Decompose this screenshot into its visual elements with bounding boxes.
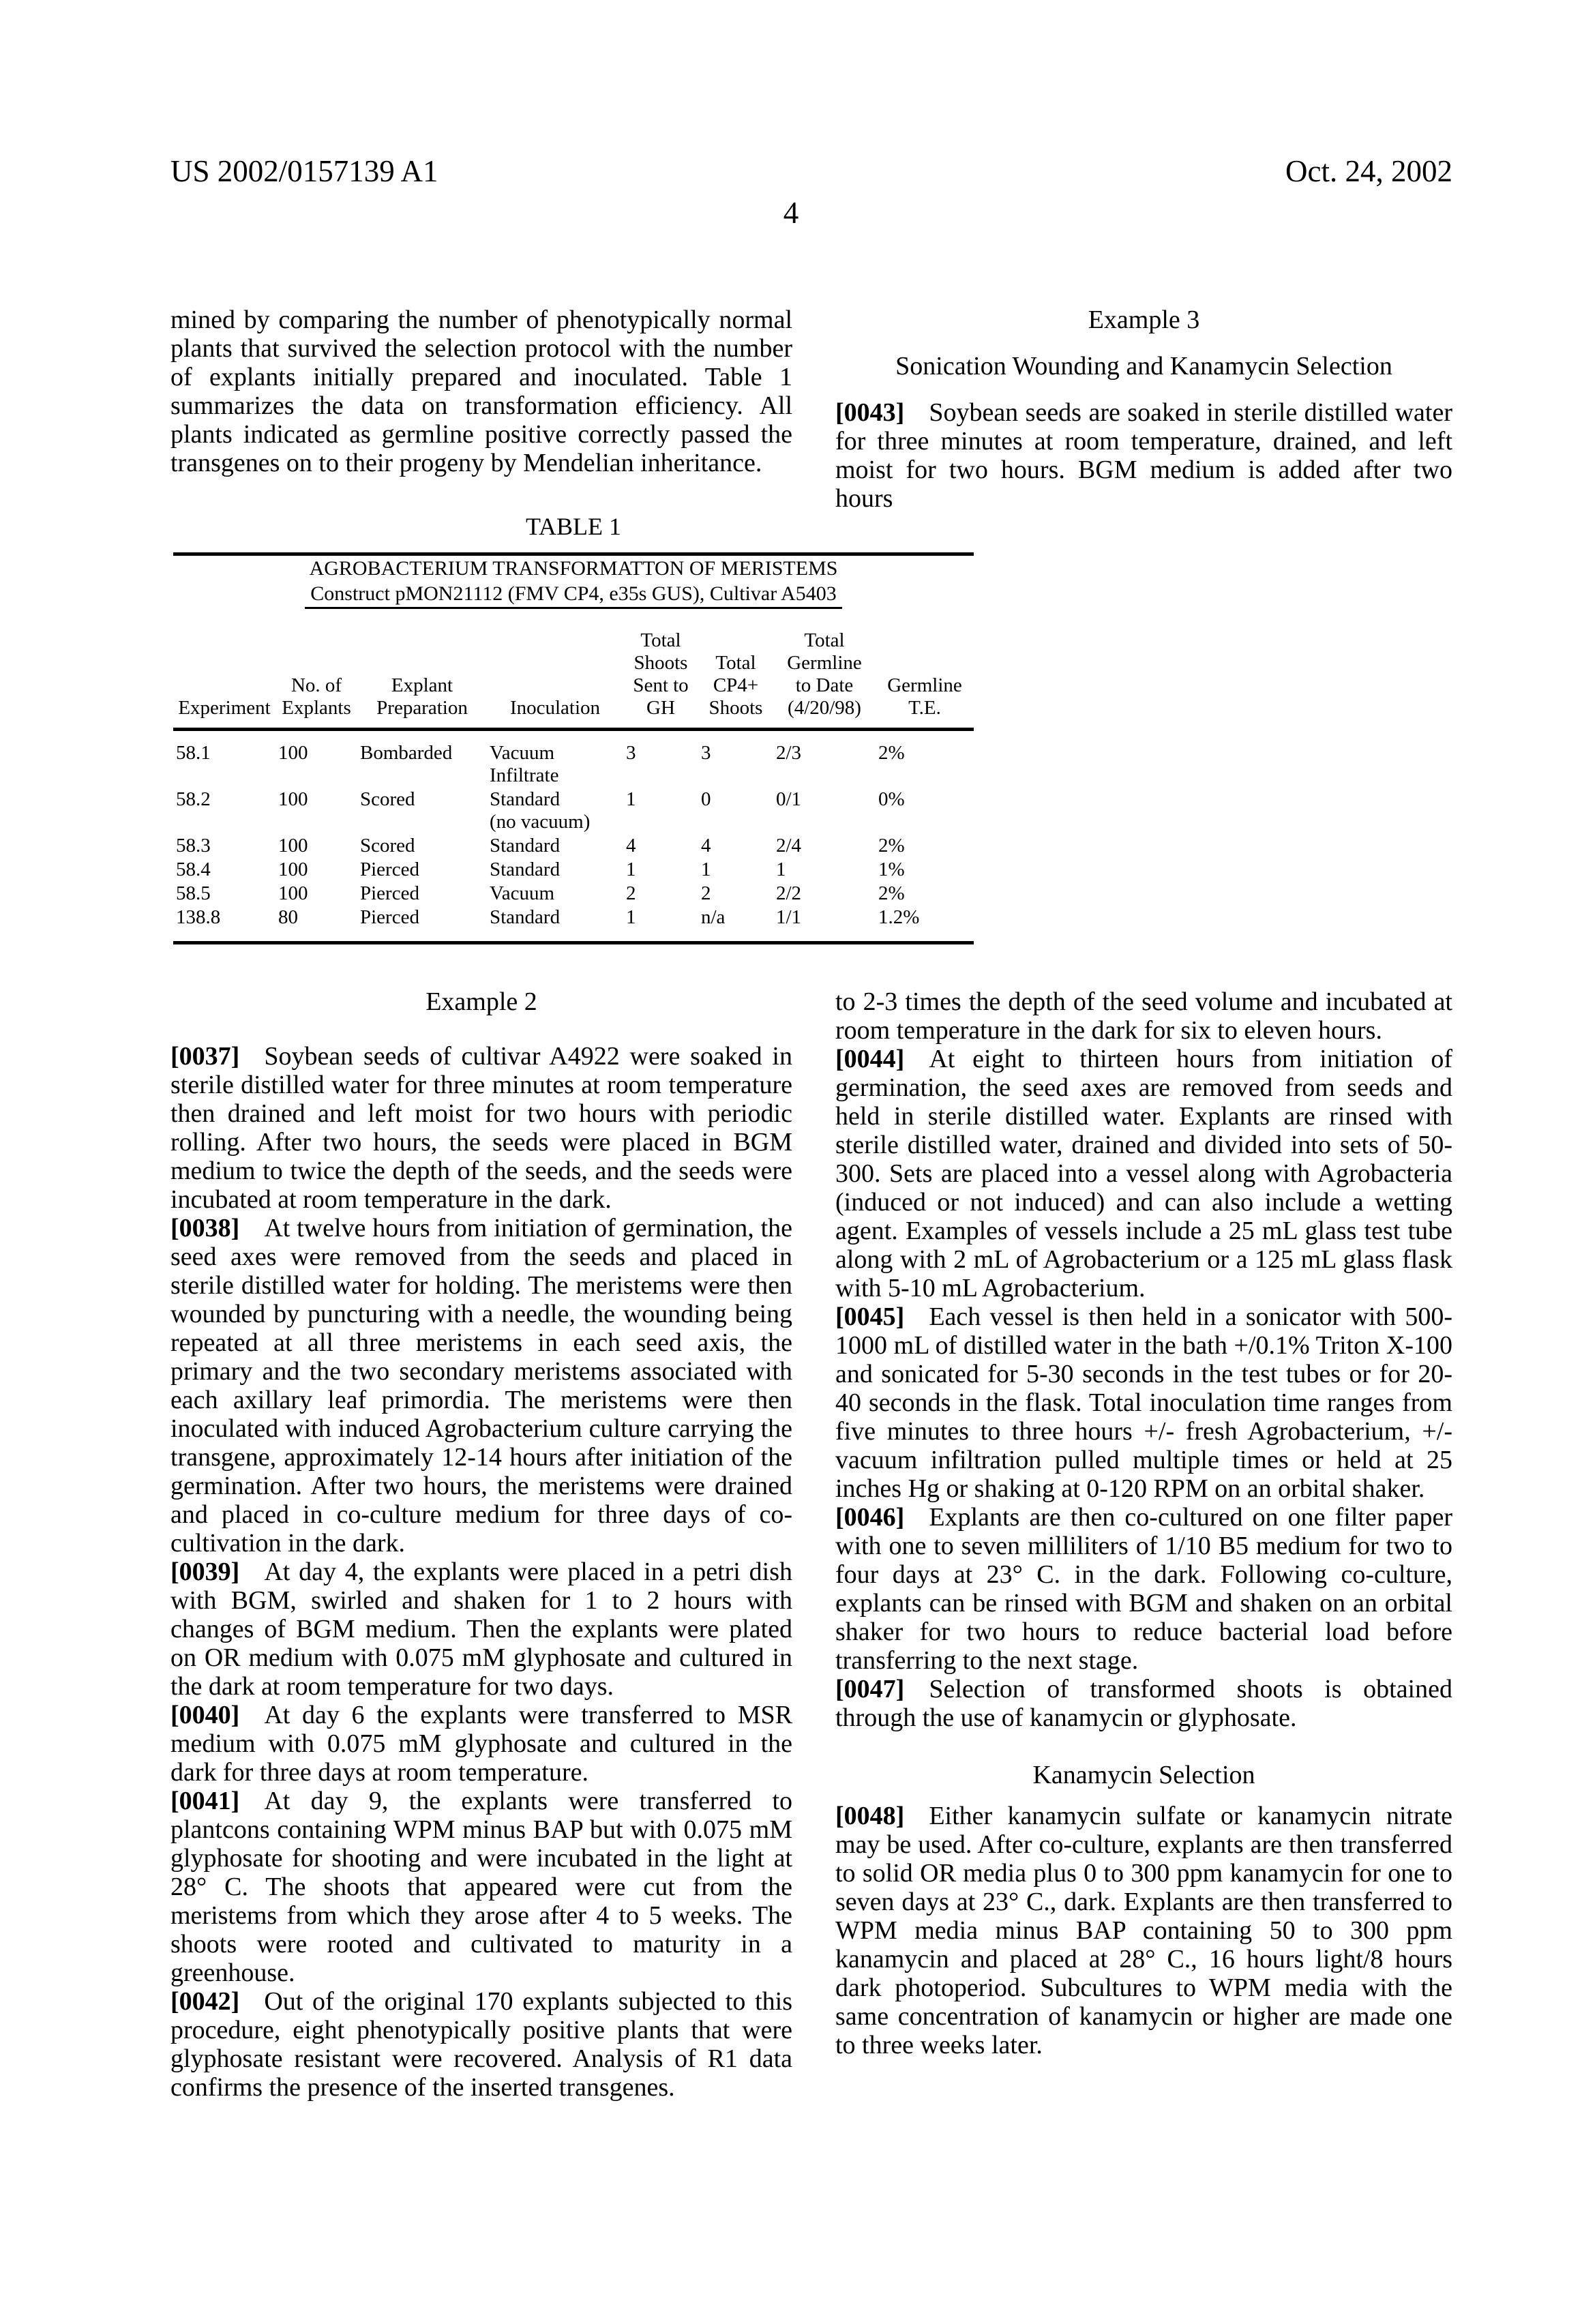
paragraph-0040 bbox=[170, 1701, 792, 1787]
paragraph-0041 bbox=[170, 1787, 792, 1987]
table-cell: 2% bbox=[878, 835, 905, 856]
paragraph-0048 bbox=[835, 1802, 1452, 2059]
table-cell: 2/4 bbox=[776, 835, 802, 856]
table-cell: Vacuum Infiltrate bbox=[490, 742, 559, 786]
right-column-flow bbox=[835, 987, 1452, 2059]
table-header-cell: Total Germline to Date (4/20/98) bbox=[773, 629, 876, 730]
table-cell: 1.2% bbox=[876, 906, 974, 943]
paragraph-tag: [0048] bbox=[835, 1802, 905, 1830]
table-cell: 3 bbox=[701, 742, 711, 764]
paragraph-text: At twelve hours from initiation of germination, the seed axes were removed from the seeds and placed in sterile distilled water for holding. The meristems were then wounded by puncturing with a needle, the wounding being repeated at all three meristems in each seed axis, the primary and the two secondary meristems associated with each axillary leaf primordia. The meristems were then inoculated with induced Agrobacterium culture carrying the transgene, approximately 12-14 hours after initiation of the germination. After two hours, the meristems were drained and placed in co-culture medium for three days of co-cultivation in the dark. bbox=[170, 1214, 792, 1558]
paragraph-0039 bbox=[170, 1558, 792, 1701]
sonication-subheading: Sonication Wounding and Kanamycin Selection bbox=[895, 352, 1392, 381]
table-header-cell: Germline T.E. bbox=[876, 629, 974, 730]
table-header-cell: Total CP4+ Shoots bbox=[698, 629, 773, 730]
table-cell: 1/1 bbox=[773, 906, 876, 943]
table-cell: 100 bbox=[278, 742, 308, 764]
table-row bbox=[173, 834, 974, 858]
table-header-row bbox=[173, 629, 974, 730]
table-cell: 58.1 bbox=[176, 742, 211, 764]
table-subtitle-2: Construct pMON21112 (FMV CP4, e35s GUS), Cultivar A5403 bbox=[173, 581, 974, 606]
paragraph-text: At day 6 the explants were transferred to MSR medium with 0.075 mM glyphosate and cultured in the dark for three days at room temperature. bbox=[170, 1701, 792, 1787]
table-cell: 58.3 bbox=[176, 835, 211, 856]
paragraph-0044 bbox=[835, 1045, 1452, 1302]
table-cell: Bombarded bbox=[360, 742, 453, 764]
paragraph-text: At eight to thirteen hours from initiation of germination, the seed axes are removed from seeds and held in sterile distilled water. Explants are rinsed with sterile distilled water, drained and divided into sets of 50-300. Sets are placed into a vessel along with Agrobacteria (induced or not induced) and can also include a wetting agent. Examples of vessels include a 25 mL glass test tube along with 2 mL of Agrobacterium or a 125 mL glass flask with 5-10 mL Agrobacterium. bbox=[835, 1045, 1452, 1302]
table-cell: 0/1 bbox=[776, 788, 802, 810]
table-header-cell: Inoculation bbox=[487, 629, 623, 730]
table-cell: Standard (no vacuum) bbox=[490, 788, 591, 833]
table-cell: 4 bbox=[626, 835, 636, 856]
table-cell: 0% bbox=[878, 788, 905, 810]
table-cell: 2/2 bbox=[776, 882, 802, 904]
paragraph-text: Explants are then co-cultured on one filter paper with one to seven milliliters of 1/10 B5 medium for two to four days at 23° C. in the dark. Following co-culture, explants can be rinsed with BGM and shaken on an orbital shaker for two hours to reduce bacterial load before transferring to the next stage. bbox=[835, 1503, 1452, 1675]
table-cell: n/a bbox=[698, 906, 773, 943]
paragraph-tag: [0046] bbox=[835, 1503, 905, 1532]
table-cell: 100 bbox=[278, 788, 308, 810]
table-cell: Pierced bbox=[360, 882, 419, 904]
table-cell: Pierced bbox=[360, 859, 419, 880]
table-row bbox=[173, 882, 974, 906]
table-cell: Standard bbox=[487, 906, 623, 943]
paragraph-text: Each vessel is then held in a sonicator with 500-1000 mL of distilled water in the bath +/0.1% Triton X-100 and sonicated for 5-30 seconds in the test tubes or for 20-40 seconds in the flask. Total inoculation time ranges from five minutes to three hours +/- fresh Agrobacterium, +/- vacuum infiltration pulled multiple times or held at 25 inches Hg or shaking at 0-120 RPM on an orbital shaker. bbox=[835, 1302, 1452, 1503]
paragraph-tag: [0040] bbox=[170, 1701, 240, 1729]
table-subtitle-1: AGROBACTERIUM TRANSFORMATTON OF MERISTEMS bbox=[309, 557, 838, 580]
table-cell: 1 bbox=[701, 859, 711, 880]
paragraph-tag: [0043] bbox=[835, 398, 905, 427]
table-cell: Scored bbox=[360, 835, 415, 856]
table-1-grid bbox=[173, 629, 974, 944]
paragraph-0043 bbox=[835, 398, 1452, 513]
page-number: 4 bbox=[783, 196, 799, 230]
table-header-cell: Total Shoots Sent to GH bbox=[623, 629, 698, 730]
continuation-paragraph: to 2-3 times the depth of the seed volume and incubated at room temperature in the dark for six to eleven hours. bbox=[835, 987, 1452, 1045]
paragraph-tag: [0042] bbox=[170, 1987, 240, 2016]
table-cell: Scored bbox=[360, 788, 415, 810]
left-column-example-2 bbox=[170, 987, 792, 2102]
table-row bbox=[173, 906, 974, 943]
table-cell: Vacuum bbox=[490, 882, 555, 904]
table-row bbox=[173, 788, 974, 834]
paragraph-text: At day 4, the explants were placed in a petri dish with BGM, swirled and shaken for 1 to 2 hours with changes of BGM medium. Then the explants were plated on OR medium with 0.075 mM glyphosate and cultured in the dark at room temperature for two days. bbox=[170, 1558, 792, 1701]
table-cell: 100 bbox=[278, 882, 308, 904]
paragraph-0037 bbox=[170, 1042, 792, 1214]
paragraph-text: At day 9, the explants were transferred to plantcons containing WPM minus BAP but with 0.075 mM glyphosate for shooting and were incubated in the light at 28° C. The shoots that appeared were cut from the meristems from which they arose after 4 to 5 weeks. The shoots were rooted and cultivated to maturity in a greenhouse. bbox=[170, 1787, 792, 1987]
paragraph-tag: [0037] bbox=[170, 1042, 240, 1071]
paragraph-0045 bbox=[835, 1302, 1452, 1503]
table-cell: 1 bbox=[626, 788, 636, 810]
table-cell: 100 bbox=[278, 859, 308, 880]
patent-number: US 2002/0157139 A1 bbox=[170, 154, 438, 188]
paragraph-text: Selection of transformed shoots is obtained through the use of kanamycin or glyphosate. bbox=[835, 1675, 1452, 1732]
table-header-cell: No. of Explants bbox=[275, 629, 357, 730]
table-cell: 2 bbox=[626, 882, 636, 904]
paragraph-tag: [0038] bbox=[170, 1214, 240, 1242]
table-cell: 80 bbox=[275, 906, 357, 943]
table-cell: Pierced bbox=[357, 906, 487, 943]
table-cell: 2 bbox=[701, 882, 711, 904]
table-cell: 1% bbox=[878, 859, 905, 880]
table-cell: 4 bbox=[701, 835, 711, 856]
table-cell: 1 bbox=[623, 906, 698, 943]
table-cell: 1 bbox=[626, 859, 636, 880]
table-cell: 58.4 bbox=[176, 859, 211, 880]
paragraph-text: Either kanamycin sulfate or kanamycin nitrate may be used. After co-culture, explants are then transferred to solid OR media plus 0 to 300 ppm kanamycin for one to seven days at 23° C., dark. Explants are then transferred to WPM media minus BAP containing 50 to 300 ppm kanamycin and placed at 28° C., 16 hours light/8 hours dark photoperiod. Subcultures to WPM media with the same concentration of kanamycin or higher are made one to three weeks later. bbox=[835, 1802, 1452, 2059]
table-header-cell: Explant Preparation bbox=[357, 629, 487, 730]
paragraph-tag: [0041] bbox=[170, 1787, 240, 1815]
intro-paragraph: mined by comparing the number of phenotypically normal plants that survived the selection protocol with the number of explants initially prepared and inoculated. Table 1 summarizes the data on transformation efficiency. All plants indicated as germline positive correctly passed the transgenes on to their progeny by Mendelian inheritance. bbox=[170, 306, 792, 477]
table-cell: 0 bbox=[701, 788, 711, 810]
paragraph-0042 bbox=[170, 1987, 792, 2102]
paragraph-0038 bbox=[170, 1214, 792, 1558]
table-header-cell: Experiment bbox=[173, 629, 275, 730]
paragraph-text: Out of the original 170 explants subjected to this procedure, eight phenotypically positive plants that were glyphosate resistant were recovered. Analysis of R1 data confirms the presence of the inserted transgenes. bbox=[170, 1987, 792, 2102]
kanamycin-selection-heading: Kanamycin Selection bbox=[1032, 1761, 1255, 1789]
example-2-heading: Example 2 bbox=[426, 987, 537, 1016]
paragraph-tag: [0047] bbox=[835, 1675, 905, 1703]
example-3-heading: Example 3 bbox=[1088, 306, 1200, 334]
paragraph-text: Soybean seeds are soaked in sterile distilled water for three minutes at room temperature, drained, and left moist for two hours. BGM medium is added after two hours bbox=[835, 398, 1452, 513]
table-cell: 3 bbox=[626, 742, 636, 764]
table-cell: 58.2 bbox=[176, 788, 211, 810]
publication-date: Oct. 24, 2002 bbox=[1285, 154, 1452, 188]
table-title: TABLE 1 bbox=[525, 513, 622, 540]
paragraph-tag: [0045] bbox=[835, 1302, 905, 1331]
paragraph-tag: [0044] bbox=[835, 1045, 905, 1073]
left-column-intro bbox=[170, 306, 792, 477]
table-cell: 138.8 bbox=[173, 906, 275, 943]
table-cell: 2/3 bbox=[776, 742, 802, 764]
table-cell: 100 bbox=[278, 835, 308, 856]
table-cell: 2% bbox=[878, 882, 905, 904]
table-cell: 1 bbox=[776, 859, 786, 880]
table-1 bbox=[173, 513, 974, 944]
table-row bbox=[173, 730, 974, 788]
paragraph-text: Soybean seeds of cultivar A4922 were soaked in sterile distilled water for three minutes at room temperature then drained and left moist for two hours with periodic rolling. After two hours, the seeds were placed in BGM medium to twice the depth of the seeds, and the seeds were incubated at room temperature in the dark. bbox=[170, 1042, 792, 1214]
paragraph-tag: [0039] bbox=[170, 1558, 240, 1586]
table-cell: 58.5 bbox=[176, 882, 211, 904]
table-cell: Standard bbox=[490, 835, 561, 856]
table-cell: Standard bbox=[490, 859, 561, 880]
table-cell: 2% bbox=[878, 742, 905, 764]
paragraph-0047 bbox=[835, 1675, 1452, 1732]
paragraph-0046 bbox=[835, 1503, 1452, 1675]
table-row bbox=[173, 858, 974, 882]
right-column-top bbox=[835, 306, 1452, 513]
